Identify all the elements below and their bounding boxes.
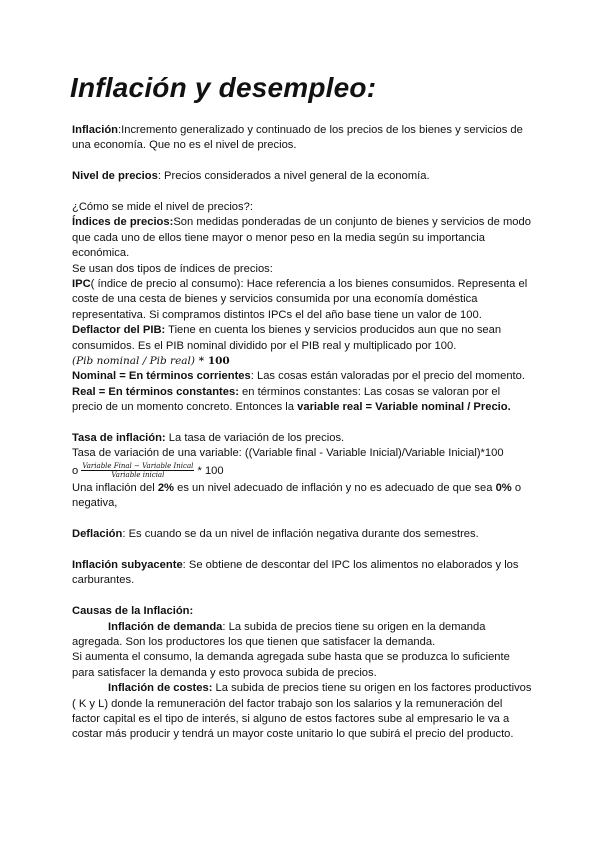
paragraph-deflactor — [72, 323, 532, 354]
paragraph-nota-inflacion — [72, 481, 532, 512]
question-medida: ¿Cómo se mide el nivel de precios?: — [72, 201, 253, 213]
def-indices: Son medidas ponderadas de un conjunto de bienes y servicios de modo que cada uno de ellos tiene mayor o menor peso en la media según su importancia económica. — [72, 216, 531, 260]
fraction-tasa — [81, 462, 194, 479]
paragraph-subyacente — [72, 558, 532, 589]
paragraph-real — [72, 385, 532, 416]
nota-b: es un nivel adecuado de inflación y no es adecuado de que sea — [174, 481, 496, 494]
paragraph-inflacion — [72, 123, 532, 154]
paragraph-demanda — [72, 620, 532, 651]
fraction-mult: * 100 — [197, 464, 224, 477]
term-tasa: Tasa de inflación: — [72, 432, 166, 445]
term-demanda: Inflación de demanda — [108, 620, 223, 633]
heading-causas: Causas de la Inflación: — [72, 605, 194, 618]
def-nivel-precios: : Precios considerados a nivel general de la economía. — [157, 170, 430, 183]
paragraph-indices — [72, 215, 532, 261]
paragraph-costes — [72, 681, 532, 743]
paragraph-tasa — [72, 431, 532, 446]
paragraph-ipc — [72, 277, 532, 323]
def-nominal: : Las cosas están valoradas por el precio del momento. — [250, 370, 525, 383]
term-real: Real = En términos constantes: — [72, 385, 239, 398]
page-title: Inflación y desempleo: — [70, 72, 377, 103]
fraction-numerator: Variable Final − Variable Inical — [82, 462, 194, 471]
nota-c: o negativa, — [72, 481, 522, 510]
nota-a: Una inflación del — [72, 481, 158, 494]
term-subyacente: Inflación subyacente — [72, 558, 183, 571]
formula-tasa — [72, 462, 532, 481]
nota-0: 0% — [495, 481, 512, 494]
formula-ratio: (Pib nominal / Pib real) — [72, 355, 196, 368]
paragraph-deflacion — [72, 527, 532, 542]
term-nominal: Nominal = En términos corrientes — [72, 370, 251, 383]
formula-real: variable real = Variable nominal / Precio. — [297, 401, 511, 414]
text-tasa-variacion: Tasa de variación de una variable: ((Variable final - Variable Inicial)/Variable Inicial)*100 — [72, 447, 504, 460]
def-subyacente: : Se obtiene de descontar del IPC los alimentos no elaborados y los carburantes. — [72, 558, 519, 587]
def-tasa: La tasa de variación de los precios. — [165, 432, 345, 445]
def-deflacion: : Es cuando se da un nivel de inflación negativa durante dos semestres. — [122, 528, 479, 541]
term-inflacion: Inflación — [72, 124, 118, 136]
paragraph-demanda-extra: Si aumenta el consumo, la demanda agregada sube hasta que se produzca lo suficiente para satisfacer la demanda y esto provoca subida de precios. — [72, 651, 510, 679]
def-deflactor: Tiene en cuenta los bienes y servicios producidos aun que no sean consumidos. Es el PIB nominal dividido por el PIB real y multiplicado por 100. — [72, 324, 502, 352]
term-nivel-precios: Nivel de precios — [72, 170, 158, 183]
def-inflacion: :Incremento generalizado y continuado de los precios de los bienes y servicios de una economía. Que no es el nivel de precios. — [72, 124, 523, 152]
term-ipc: IPC — [72, 278, 91, 291]
def-demanda: : La subida de precios tiene su origen en la demanda agregada. Son los productores los que tienen que satisfacer la demanda. — [72, 620, 486, 648]
term-costes: Inflación de costes: — [108, 682, 213, 695]
text-o: o — [72, 464, 79, 477]
def-ipc: ( índice de precio al consumo): Hace referencia a los bienes consumidos. Representa el coste de una cesta de bienes y servicios consumida por una economía doméstica representativa. Si compramos distintos IPCs el del año base tiene un valor de 100. — [72, 278, 528, 321]
term-deflactor: Deflactor del PIB: — [72, 324, 166, 337]
text-tipos: Se usan dos tipos de índices de precios: — [72, 262, 273, 275]
def-costes: La subida de precios tiene su origen en los factores productivos ( K y L) donde la remuneración del factor trabajo son los salarios y la remuneración del factor capital es el tipo de interés, si alguno de estos factores sube al empresario le va a costar más producir y tendrá un mayor coste unitario lo que subirá el precio del producto. — [72, 682, 532, 741]
def-real: en términos constantes: Las cosas se valoran por el precio de un momento concreto. Entonces la — [72, 385, 501, 414]
paragraph-nivel-precios — [72, 169, 532, 184]
formula-deflactor — [72, 354, 532, 369]
document-body — [72, 123, 532, 743]
nota-2: 2% — [157, 481, 174, 494]
paragraph-nominal — [72, 369, 532, 384]
term-deflacion: Deflación — [72, 528, 123, 541]
fraction-denominator: Variable inicial — [111, 471, 165, 480]
term-indices: Índices de precios: — [72, 216, 174, 229]
formula-mult: * 100 — [195, 355, 230, 368]
